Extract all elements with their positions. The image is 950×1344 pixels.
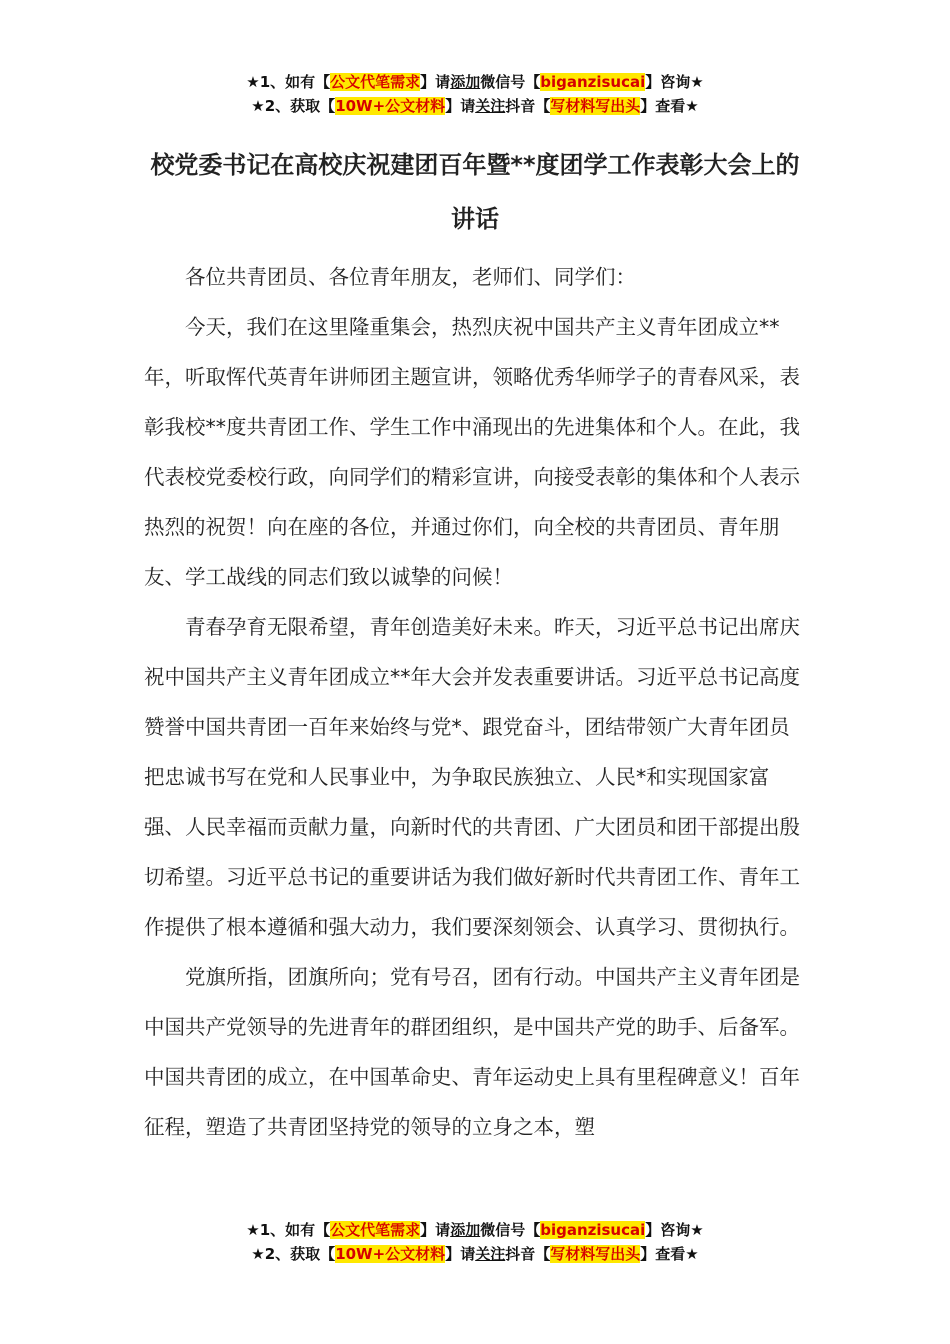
banner-text: 】查看★ [640,97,699,115]
document-body [144,252,810,1152]
banner-text: 】请 [445,97,476,115]
document-title: 校党委书记在高校庆祝建团百年暨**度团学工作表彰大会上的讲话 [150,151,800,233]
banner-text: 】咨询★ [645,73,704,91]
banner-text: 】请 [420,73,451,91]
banner-highlight: 写材料写出头 [550,97,641,115]
banner-underlined: 关注 [475,1245,506,1263]
banner-highlight: biganzisucai [540,1221,646,1239]
banner-text: ★2、获取【 [251,1245,336,1263]
banner-highlight: 10W+公文材料 [335,97,446,115]
banner-line-2 [0,94,950,118]
banner-text: 微信号【 [480,1221,541,1239]
banner-text: ★2、获取【 [251,97,336,115]
banner-text: 微信号【 [480,73,541,91]
banner-text: 】咨询★ [645,1221,704,1239]
banner-text: 抖音【 [505,97,551,115]
banner-text: 】请 [420,1221,451,1239]
banner-line-2 [0,1242,950,1266]
banner-underlined: 关注 [475,97,506,115]
header-banner [0,70,950,118]
paragraph: 党旗所指，团旗所向；党有号召，团有行动。中国共产主义青年团是中国共产党领导的先进青年的群团组织，是中国共产党的助手、后备军。中国共青团的成立，在中国革命史、青年运动史上具有里程碑意义！百年征程，塑造了共青团坚持党的领导的立身之本，塑 [144,965,800,1139]
banner-text: 抖音【 [505,1245,551,1263]
banner-highlight: 10W+公文材料 [335,1245,446,1263]
footer-banner [0,1218,950,1266]
banner-highlight: 写材料写出头 [550,1245,641,1263]
banner-text: 】请 [445,1245,476,1263]
banner-text: 】查看★ [640,1245,699,1263]
banner-highlight: 公文代笔需求 [330,1221,421,1239]
banner-text: ★1、如有【 [246,1221,331,1239]
paragraph: 今天，我们在这里隆重集会，热烈庆祝中国共产主义青年团成立**年，听取恽代英青年讲师团主题宣讲，领略优秀华师学子的青春风采，表彰我校**度共青团工作、学生工作中涌现出的先进集体和个人。在此，我代表校党委校行政，向同学们的精彩宣讲，向接受表彰的集体和个人表示热烈的祝贺！向在座的各位，并通过你们，向全校的共青团员、青年朋友、学工战线的同志们致以诚挚的问候！ [144,315,800,589]
banner-line-1 [0,1218,950,1242]
banner-highlight: biganzisucai [540,73,646,91]
banner-line-1 [0,70,950,94]
banner-highlight: 公文代笔需求 [330,73,421,91]
paragraph: 青春孕育无限希望，青年创造美好未来。昨天，习近平总书记出席庆祝中国共产主义青年团成立**年大会并发表重要讲话。习近平总书记高度赞誉中国共青团一百年来始终与党*、跟党奋斗，团结带领广大青年团员把忠诚书写在党和人民事业中，为争取民族独立、人民*和实现国家富强、人民幸福而贡献力量，向新时代的共青团、广大团员和团干部提出殷切希望。习近平总书记的重要讲话为我们做好新时代共青团工作、青年工作提供了根本遵循和强大动力，我们要深刻领会、认真学习、贯彻执行。 [144,615,800,939]
banner-text: ★1、如有【 [246,73,331,91]
banner-underlined: 添加 [450,73,481,91]
paragraph-salutation: 各位共青团员、各位青年朋友，老师们、同学们： [185,265,636,289]
banner-underlined: 添加 [450,1221,481,1239]
